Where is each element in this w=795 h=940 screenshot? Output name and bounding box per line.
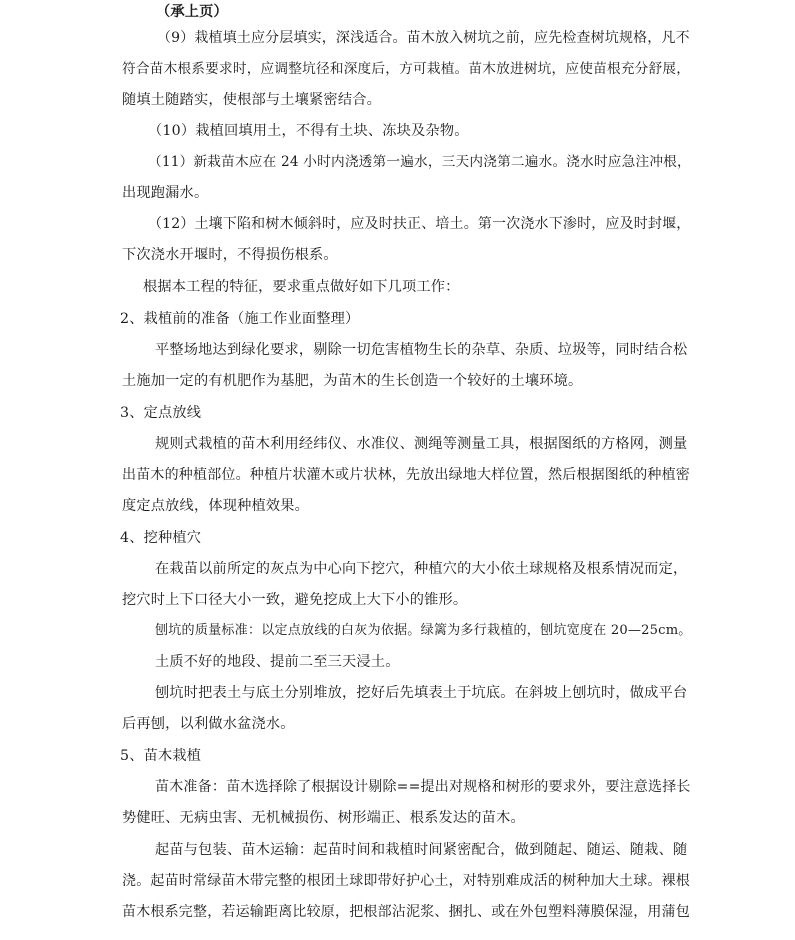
text-line: 出苗木的种植部位。种植片状灌木或片状林，先放出绿地大样位置，然后根据图纸的种植密 — [122, 467, 690, 483]
text-line: 土施加一定的有机肥作为基肥，为苗木的生长创造一个较好的土壤环境。 — [122, 373, 583, 389]
text-line: 刨坑时把表土与底土分别堆放，挖好后先填表土于坑底。在斜坡上刨坑时，做成平台 — [155, 685, 688, 701]
section-heading: 5、苗木栽植 — [120, 748, 202, 764]
text-line: 下次浇水开堰时，不得损伤根系。 — [122, 247, 338, 263]
text-line: 土质不好的地段、提前二至三天浸土。 — [155, 654, 400, 670]
text-line: 浇。起苗时常绿苗木带完整的根团土球即带好护心土，对特别难成活的树种加大土球。裸根 — [122, 873, 690, 889]
text-line: （9）栽植填土应分层填实，深浅适合。苗木放入树坑之前，应先检查树坑规格，凡不 — [157, 30, 690, 46]
section-heading: 2、栽植前的准备（施工作业面整理） — [120, 311, 360, 327]
text-line: 苗木准备：苗木选择除了根据设计剔除==提出对规格和树形的要求外，要注意选择长 — [155, 779, 691, 795]
text-line: 规则式栽植的苗木利用经纬仪、水准仪、测绳等测量工具，根据图纸的方格网，测量 — [155, 436, 688, 452]
text-line: 势健旺、无病虫害、无机械损伤、树形端正、根系发达的苗木。 — [122, 810, 525, 826]
continued-header: （承上页） — [156, 4, 228, 20]
text-line: 起苗与包装、苗木运输：起苗时间和栽植时间紧密配合，做到随起、随运、随栽、随 — [155, 842, 688, 858]
text-line: 平整场地达到绿化要求，剔除一切危害植物生长的杂草、杂质、垃圾等，同时结合松 — [155, 342, 688, 358]
text-line: 出现跑漏水。 — [122, 185, 209, 201]
text-line: （12）土壤下陷和树木倾斜时，应及时扶正、培土。第一次浇水下渗时，应及时封堰， — [148, 216, 691, 232]
section-heading: 3、定点放线 — [120, 405, 202, 421]
text-line: 随填土随踏实，使根部与土壤紧密结合。 — [122, 92, 381, 108]
text-line: 在栽苗以前所定的灰点为中心向下挖穴，种植穴的大小依土球规格及根系情况而定， — [155, 561, 688, 577]
text-line: 根据本工程的特征，要求重点做好如下几项工作： — [143, 279, 460, 295]
text-line: 刨坑的质量标准：以定点放线的白灰为依据。绿篱为多行栽植的，刨坑宽度在 20—25cm。 — [155, 623, 692, 638]
text-line: 苗木根系完整，若运输距离比较原，把根部沾泥浆、捆扎、或在外包塑料薄膜保湿，用蒲包 — [122, 904, 690, 920]
text-line: （11）新栽苗木应在 24 小时内浇透第一遍水，三天内浇第二遍水。浇水时应急注冲根， — [148, 154, 691, 170]
text-line: 符合苗木根系要求时，应调整坑径和深度后，方可栽植。苗木放进树坑，应使苗根充分舒展， — [122, 61, 691, 77]
text-line: 挖穴时上下口径大小一致，避免挖成上大下小的锥形。 — [122, 592, 468, 608]
text-line: 后再刨，以利做水盆浇水。 — [122, 716, 295, 732]
text-line: 度定点放线，体现种植效果。 — [122, 498, 310, 514]
section-heading: 4、挖种植穴 — [120, 530, 202, 546]
text-line: （10）栽植回填用土，不得有土块、冻块及杂物。 — [148, 123, 469, 139]
